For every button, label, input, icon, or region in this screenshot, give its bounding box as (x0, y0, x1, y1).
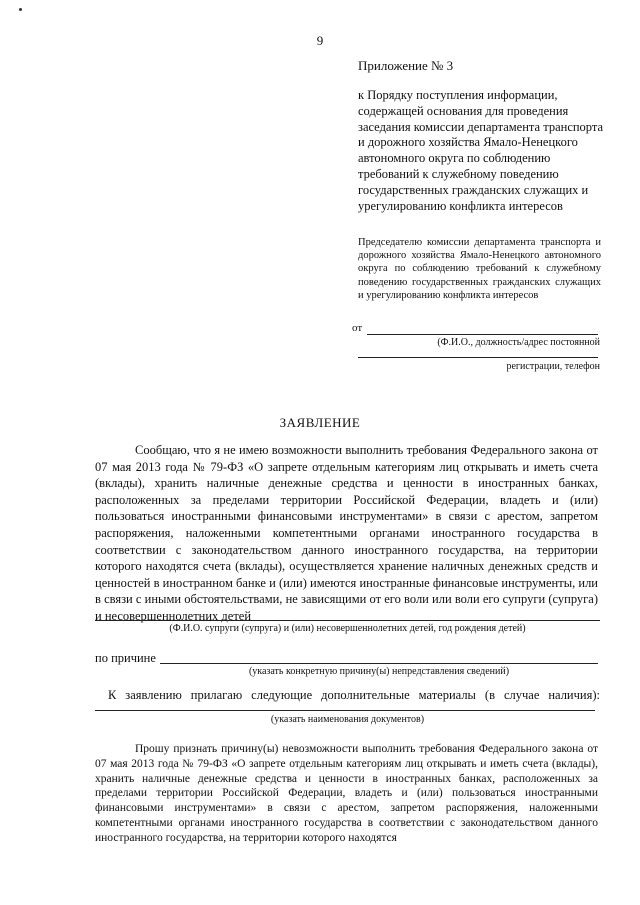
spouse-line[interactable] (95, 620, 600, 621)
addressee-block: Председателю комиссии департамента транспорта и дорожного хозяйства Ямало-Ненецкого автономного округа по соблюдению требований к служебному поведению государственных гражданских служащих и урегулированию конфликта интересов (358, 237, 601, 301)
from-name-line[interactable] (367, 334, 598, 335)
reason-label: по причине (95, 651, 156, 665)
request-paragraph: Прошу признать причину(ы) невозможности выполнить требования Федерального закона от 07 мая 2013 года № 79-ФЗ «О запрете отдельным категориям лиц открывать и иметь счета (вклады), хранить наличные денежные средства и ценности в иностранных банках, расположенных за пределами территории Российской Федерации, владеть и (или) пользоваться иностранными финансовыми инструментами» в связи с арестом, запретом распоряжения, наложенными компетентными органами иностранного государства в соответствии с законодательством данного иностранного государства, на территории которого находятся (95, 743, 598, 844)
document-title: ЗАЯВЛЕНИЕ (279, 415, 361, 430)
reason-line[interactable] (160, 663, 598, 664)
from-address-line[interactable] (358, 357, 598, 358)
statement-paragraph: Сообщаю, что я не имею возможности выполнить требования Федерального закона от 07 мая 2013 года № 79-ФЗ «О запрете отдельным категориям лиц открывать и иметь счета (вклады), хранить наличные денежные средства и ценности в иностранных банках, расположенных за пределами территории Российской Федерации, владеть и (или) пользоваться иностранными финансовыми инструментами» в связи с арестом, запретом распоряжения, наложенными компетентными органами иностранного государства в соответствии с законодательством данного иностранного государства, на территории которого находятся счета (вклады), осуществляется хранение наличных денежных средств и ценностей в иностранном банке и (или) имеются иностранные финансовые инструменты, или в связи с иными обстоятельствами, не зависящими от его воли или воли его супруги (супруга) и несовершеннолетних детей (95, 443, 598, 623)
page-number: 9 (316, 33, 324, 48)
from-label: от (352, 322, 363, 334)
attachments-line[interactable] (95, 710, 595, 711)
attachments-hint: (указать наименования документов) (270, 714, 425, 725)
spouse-hint: (Ф.И.О. супруги (супруга) и (или) несовершеннолетних детей, год рождения детей) (169, 623, 526, 634)
reason-hint: (указать конкретную причину(ы) непредставления сведений) (248, 666, 510, 677)
annex-title: Приложение № 3 (358, 58, 454, 73)
annex-description: к Порядку поступления информации, содержащей основания для проведения заседания комиссии департамента транспорта и дорожного хозяйства Ямало-Ненецкого автономного округа по соблюдению требований к служебному поведению государственных гражданских служащих и урегулированию конфликта интересов (358, 88, 604, 213)
attachments-text: К заявлению прилагаю следующие дополнительные материалы (в случае наличия): (108, 688, 600, 702)
scan-speck (19, 8, 22, 11)
from-hint-1: (Ф.И.О., должность/адрес постоянной (437, 337, 600, 348)
from-hint-2: регистрации, телефон (506, 361, 600, 372)
